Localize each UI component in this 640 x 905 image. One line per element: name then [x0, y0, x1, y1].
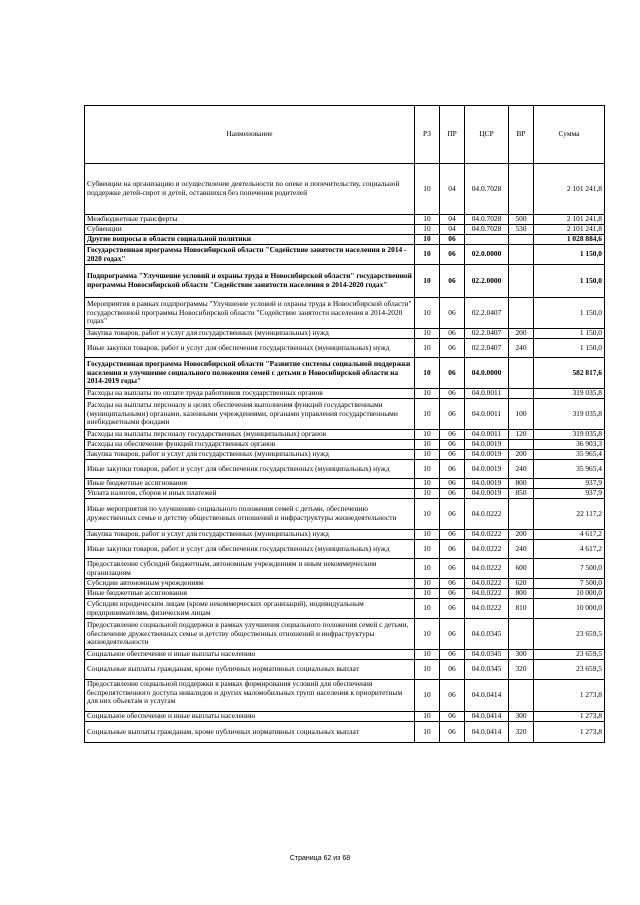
cell-name: Иные закупки товаров, работ и услуг для обеспечения государственных (муниципальных) нужд	[85, 339, 415, 358]
cell-csr: 04.0.0222	[465, 589, 509, 599]
cell-csr: 04.0.0000	[465, 358, 509, 389]
cell-name: Закупка товаров, работ и услуг для государственных (муниципальных) нужд	[85, 329, 415, 339]
cell-sum: 2 101 241,8	[534, 164, 605, 215]
cell-pr: 06	[440, 660, 465, 680]
cell-vr	[509, 358, 534, 389]
cell-pr: 06	[440, 559, 465, 579]
cell-sum: 1 150,0	[534, 265, 605, 298]
cell-vr: 100	[509, 399, 534, 430]
cell-pr: 06	[440, 489, 465, 499]
cell-sum: 1 273,8	[534, 680, 605, 712]
cell-vr	[509, 164, 534, 215]
cell-rz: 10	[415, 660, 440, 680]
cell-rz: 10	[415, 722, 440, 743]
table-row	[85, 358, 605, 389]
cell-vr	[509, 619, 534, 650]
cell-vr	[509, 265, 534, 298]
table-header-row	[85, 106, 605, 164]
table-row	[85, 265, 605, 298]
cell-name: Социальное обеспечение и иные выплаты населению	[85, 650, 415, 660]
header-sum: Сумма	[534, 106, 605, 164]
cell-pr: 06	[440, 460, 465, 479]
cell-vr	[509, 298, 534, 329]
cell-name: Предоставление субсидий бюджетным, автономным учреждениям и иным некоммерческим организациям	[85, 559, 415, 579]
table-body	[85, 164, 605, 743]
cell-csr: 02.2.0000	[465, 265, 509, 298]
table-row	[85, 559, 605, 579]
cell-sum: 4 617,2	[534, 530, 605, 540]
table-row	[85, 225, 605, 235]
cell-rz: 10	[415, 460, 440, 479]
cell-name: Иные бюджетные ассигнования	[85, 589, 415, 599]
table-row	[85, 245, 605, 265]
cell-name: Мероприятия в рамках подпрограммы "Улучшение условий и охраны труда в Новосибирской области" государственной программы Новосибирской области "Содействие занятости населения в 2014-2020 годах"	[85, 298, 415, 329]
cell-csr: 02.2.0407	[465, 329, 509, 339]
cell-name: Предоставление социальной поддержки в рамках формирования условий для обеспечения беспрепятственного доступа инвалидов и других маломобильных групп населения к приоритетным для них объектам и услугам	[85, 680, 415, 712]
cell-name: Другие вопросы в области социальной политики	[85, 235, 415, 245]
table-row	[85, 329, 605, 339]
cell-rz: 10	[415, 489, 440, 499]
cell-pr: 04	[440, 215, 465, 225]
header-pr: ПР	[440, 106, 465, 164]
cell-rz: 10	[415, 235, 440, 245]
cell-sum: 1 273,8	[534, 722, 605, 743]
header-rz: РЗ	[415, 106, 440, 164]
cell-csr: 04.0.0019	[465, 479, 509, 489]
cell-rz: 10	[415, 298, 440, 329]
cell-sum: 35 965,4	[534, 460, 605, 479]
cell-pr: 04	[440, 164, 465, 215]
cell-pr: 06	[440, 530, 465, 540]
cell-csr: 04.0.0414	[465, 722, 509, 743]
cell-vr	[509, 499, 534, 530]
cell-sum: 36 903,3	[534, 440, 605, 450]
table-row	[85, 399, 605, 430]
header-name: Наименование	[85, 106, 415, 164]
table-row	[85, 430, 605, 440]
cell-sum: 22 117,2	[534, 499, 605, 530]
cell-sum: 1 028 884,6	[534, 235, 605, 245]
cell-name: Государственная программа Новосибирской области "Развитие системы социальной поддержки населения и улучшение социального положения семей с детьми в Новосибирской области на 2014-2019 годы"	[85, 358, 415, 389]
table-row	[85, 599, 605, 619]
cell-name: Иные закупки товаров, работ и услуг для обеспечения государственных (муниципальных) нужд	[85, 540, 415, 559]
cell-vr: 200	[509, 329, 534, 339]
cell-sum: 7 500,0	[534, 559, 605, 579]
table-row	[85, 589, 605, 599]
cell-sum: 10 000,0	[534, 589, 605, 599]
cell-pr: 06	[440, 479, 465, 489]
cell-sum: 23 659,5	[534, 650, 605, 660]
cell-csr: 04.0.0019	[465, 450, 509, 460]
cell-csr: 04.0.0222	[465, 579, 509, 589]
cell-sum: 582 817,6	[534, 358, 605, 389]
cell-rz: 10	[415, 530, 440, 540]
cell-csr: 04.0.7028	[465, 164, 509, 215]
cell-sum: 2 101 241,8	[534, 225, 605, 235]
cell-csr: 04.0.0345	[465, 650, 509, 660]
cell-rz: 10	[415, 619, 440, 650]
cell-sum: 23 659,5	[534, 619, 605, 650]
cell-rz: 10	[415, 389, 440, 399]
cell-rz: 10	[415, 225, 440, 235]
table-row	[85, 450, 605, 460]
cell-sum: 319 035,8	[534, 430, 605, 440]
cell-rz: 10	[415, 430, 440, 440]
cell-sum: 1 150,0	[534, 329, 605, 339]
cell-sum: 1 273,8	[534, 712, 605, 722]
cell-csr: 04.0.0222	[465, 530, 509, 540]
table-row	[85, 660, 605, 680]
cell-vr	[509, 680, 534, 712]
cell-name: Предоставление социальной поддержки в рамках улучшения социального положения семей с детьми, обеспечение дружественных семье и детству общественных отношений и инфраструктуры жизнедеятельности	[85, 619, 415, 650]
cell-sum: 319 035,8	[534, 389, 605, 399]
cell-name: Расходы на выплаты персоналу государственных (муниципальных) органов	[85, 430, 415, 440]
cell-vr: 320	[509, 722, 534, 743]
cell-name: Межбюджетные трансферты	[85, 215, 415, 225]
cell-csr: 04.0.7028	[465, 215, 509, 225]
cell-csr: 04.0.0019	[465, 489, 509, 499]
cell-name: Уплата налогов, сборов и иных платежей	[85, 489, 415, 499]
cell-csr: 04.0.7028	[465, 225, 509, 235]
cell-vr: 240	[509, 460, 534, 479]
cell-csr: 04.0.0222	[465, 599, 509, 619]
cell-vr: 300	[509, 712, 534, 722]
table-row	[85, 298, 605, 329]
cell-csr: 04.0.0011	[465, 399, 509, 430]
table-row	[85, 680, 605, 712]
cell-pr: 06	[440, 540, 465, 559]
cell-csr: 04.0.0345	[465, 619, 509, 650]
cell-name: Расходы на выплаты персоналу в целях обеспечения выполнения функций государственными (муниципальными) органами, казенными учреждениями, органами управления государственными внебюджетными фондами	[85, 399, 415, 430]
cell-name: Субвенции	[85, 225, 415, 235]
cell-pr: 06	[440, 358, 465, 389]
cell-vr	[509, 389, 534, 399]
cell-rz: 10	[415, 559, 440, 579]
cell-name: Социальные выплаты гражданам, кроме публичных нормативных социальных выплат	[85, 722, 415, 743]
cell-vr: 200	[509, 530, 534, 540]
cell-vr: 120	[509, 430, 534, 440]
cell-pr: 06	[440, 499, 465, 530]
cell-name: Подпрограмма "Улучшение условий и охраны труда в Новосибирской области" государственной программы Новосибирской области "Содействие занятости населения в 2014-2020 годах"	[85, 265, 415, 298]
cell-pr: 06	[440, 298, 465, 329]
cell-sum: 23 659,5	[534, 660, 605, 680]
cell-csr: 04.0.0011	[465, 389, 509, 399]
cell-rz: 10	[415, 479, 440, 489]
table-row	[85, 722, 605, 743]
cell-csr: 04.0.0414	[465, 680, 509, 712]
cell-csr: 02.2.0407	[465, 339, 509, 358]
cell-rz: 10	[415, 589, 440, 599]
cell-csr: 04.0.0222	[465, 499, 509, 530]
table-row	[85, 650, 605, 660]
cell-name: Субвенции на организацию и осуществление деятельности по опеке и попечительству, социальной поддержке детей-сирот и детей, оставшихся без попечения родителей	[85, 164, 415, 215]
cell-name: Закупка товаров, работ и услуг для государственных (муниципальных) нужд	[85, 450, 415, 460]
cell-rz: 10	[415, 329, 440, 339]
cell-rz: 10	[415, 339, 440, 358]
cell-rz: 10	[415, 164, 440, 215]
cell-pr: 06	[440, 589, 465, 599]
cell-vr: 800	[509, 589, 534, 599]
cell-pr: 06	[440, 389, 465, 399]
cell-rz: 10	[415, 712, 440, 722]
cell-rz: 10	[415, 440, 440, 450]
cell-pr: 06	[440, 440, 465, 450]
cell-rz: 10	[415, 265, 440, 298]
cell-vr: 600	[509, 559, 534, 579]
cell-vr: 240	[509, 540, 534, 559]
cell-vr: 850	[509, 489, 534, 499]
cell-csr: 02.0.0000	[465, 245, 509, 265]
page-footer: Страница 62 из 68	[289, 855, 351, 862]
cell-name: Расходы на обеспечение функций государственных органов	[85, 440, 415, 450]
cell-pr: 06	[440, 722, 465, 743]
table-row	[85, 389, 605, 399]
table-row	[85, 712, 605, 722]
cell-sum: 319 035,8	[534, 399, 605, 430]
table-row	[85, 479, 605, 489]
cell-vr: 200	[509, 450, 534, 460]
table-row	[85, 530, 605, 540]
cell-vr: 530	[509, 225, 534, 235]
cell-csr: 04.0.0414	[465, 712, 509, 722]
cell-sum: 10 000,0	[534, 599, 605, 619]
cell-rz: 10	[415, 579, 440, 589]
budget-table	[84, 105, 605, 743]
cell-pr: 06	[440, 579, 465, 589]
cell-vr: 810	[509, 599, 534, 619]
table-row	[85, 579, 605, 589]
cell-name: Социальное обеспечение и иные выплаты населению	[85, 712, 415, 722]
table-row	[85, 489, 605, 499]
table-row	[85, 235, 605, 245]
cell-sum: 7 500,0	[534, 579, 605, 589]
cell-sum: 35 965,4	[534, 450, 605, 460]
cell-name: Субсидии автономным учреждениям	[85, 579, 415, 589]
cell-name: Иные бюджетные ассигнования	[85, 479, 415, 489]
cell-csr: 04.0.0011	[465, 430, 509, 440]
cell-name: Иные закупки товаров, работ и услуг для обеспечения государственных (муниципальных) нужд	[85, 460, 415, 479]
cell-rz: 10	[415, 245, 440, 265]
cell-vr	[509, 245, 534, 265]
cell-name: Расходы на выплаты по оплате труда работников государственных органов	[85, 389, 415, 399]
cell-pr: 06	[440, 329, 465, 339]
cell-pr: 06	[440, 245, 465, 265]
cell-sum: 937,9	[534, 479, 605, 489]
cell-rz: 10	[415, 499, 440, 530]
cell-sum: 2 101 241,8	[534, 215, 605, 225]
table-row	[85, 440, 605, 450]
cell-pr: 06	[440, 619, 465, 650]
cell-rz: 10	[415, 680, 440, 712]
cell-csr: 04.0.0222	[465, 559, 509, 579]
table-row	[85, 339, 605, 358]
cell-pr: 06	[440, 680, 465, 712]
cell-sum: 1 150,0	[534, 298, 605, 329]
cell-csr: 04.0.0222	[465, 540, 509, 559]
cell-pr: 06	[440, 650, 465, 660]
cell-name: Иные мероприятия по улучшению социального положения семей с детьми, обеспечению дружественных семье и детству общественных отношений и инфраструктуры жизнедеятельности	[85, 499, 415, 530]
cell-rz: 10	[415, 540, 440, 559]
cell-csr	[465, 235, 509, 245]
cell-csr: 04.0.0345	[465, 660, 509, 680]
cell-pr: 06	[440, 450, 465, 460]
cell-vr: 620	[509, 579, 534, 589]
cell-name: Социальные выплаты гражданам, кроме публичных нормативных социальных выплат	[85, 660, 415, 680]
cell-rz: 10	[415, 215, 440, 225]
cell-rz: 10	[415, 358, 440, 389]
cell-vr: 800	[509, 479, 534, 489]
cell-vr	[509, 440, 534, 450]
cell-pr: 06	[440, 399, 465, 430]
cell-pr: 06	[440, 265, 465, 298]
cell-vr: 500	[509, 215, 534, 225]
cell-name: Закупка товаров, работ и услуг для государственных (муниципальных) нужд	[85, 530, 415, 540]
cell-pr: 04	[440, 225, 465, 235]
cell-name: Государственная программа Новосибирской области "Содействие занятости населения в 2014 - 2020 годах"	[85, 245, 415, 265]
cell-csr: 04.0.0019	[465, 460, 509, 479]
cell-pr: 06	[440, 599, 465, 619]
table-row	[85, 619, 605, 650]
header-csr: ЦСР	[465, 106, 509, 164]
cell-pr: 06	[440, 339, 465, 358]
cell-sum: 1 150,0	[534, 339, 605, 358]
header-vr: ВР	[509, 106, 534, 164]
cell-pr: 06	[440, 235, 465, 245]
cell-sum: 1 150,0	[534, 245, 605, 265]
cell-pr: 06	[440, 430, 465, 440]
cell-rz: 10	[415, 599, 440, 619]
cell-name: Субсидии юридическим лицам (кроме некоммерческих организаций), индивидуальным предпринимателям, физическим лицам	[85, 599, 415, 619]
cell-csr: 02.2.0407	[465, 298, 509, 329]
cell-sum: 4 617,2	[534, 540, 605, 559]
cell-vr: 320	[509, 660, 534, 680]
cell-sum: 937,9	[534, 489, 605, 499]
table-row	[85, 164, 605, 215]
table-row	[85, 215, 605, 225]
cell-vr: 300	[509, 650, 534, 660]
cell-vr	[509, 235, 534, 245]
cell-rz: 10	[415, 399, 440, 430]
cell-csr: 04.0.0019	[465, 440, 509, 450]
cell-rz: 10	[415, 450, 440, 460]
cell-pr: 06	[440, 712, 465, 722]
table-row	[85, 460, 605, 479]
table-row	[85, 499, 605, 530]
table-row	[85, 540, 605, 559]
cell-rz: 10	[415, 650, 440, 660]
cell-vr: 240	[509, 339, 534, 358]
